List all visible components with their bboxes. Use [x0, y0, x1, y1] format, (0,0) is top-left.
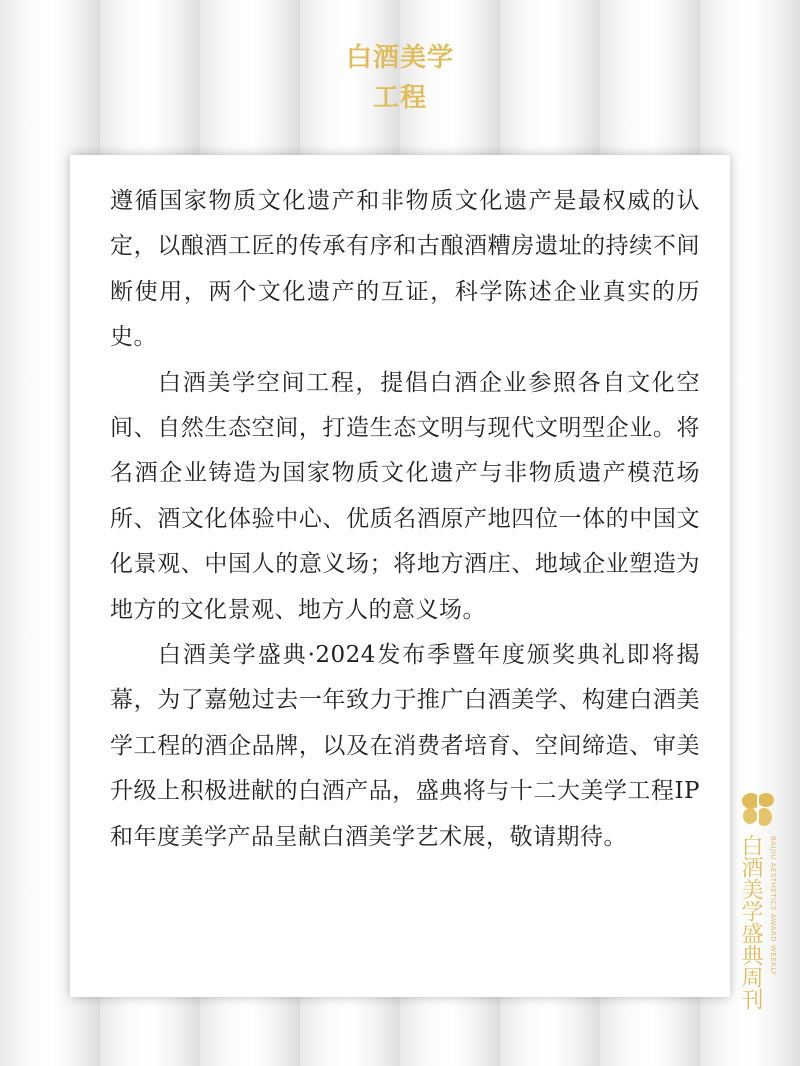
paragraph-space-project: 白酒美学空间工程，提倡白酒企业参照各自文化空间、自然生态空间，打造生态文明与现代文明型企业。将名酒企业铸造为国家物质文化遗产与非物质遗产模范场所、酒文化体验中心、优质名酒原产地四位一体的中国文化景观、中国人的意义场；将地方酒庄、地域企业塑造为地方的文化景观、地方人的意义场。: [110, 369, 700, 623]
butterfly-logo-icon: [738, 790, 778, 830]
page-title: [0, 38, 800, 118]
article-body: [110, 179, 700, 860]
brand-name: 白酒美学盛典周刊: [738, 834, 763, 1010]
brand-subtitle: BAIJIU AESTHETICS AWARD WEEKLY: [769, 836, 777, 976]
article-card: [70, 155, 730, 997]
title-line-1: 白酒美学: [345, 43, 454, 73]
paragraph-heritage: 遵循国家物质文化遗产和非物质文化遗产是最权威的认定，以酿酒工匠的传承有序和古酿酒糟房遗址的持续不间断使用，两个文化遗产的互证，科学陈述企业真实的历史。: [110, 188, 700, 351]
title-line-2: 工程: [372, 83, 427, 113]
brand-logo: [736, 790, 780, 1010]
paragraph-ceremony: 白酒美学盛典·2024发布季暨年度颁奖典礼即将揭幕，为了嘉勉过去一年致力于推广白酒美学、构建白酒美学工程的酒企品牌，以及在消费者培育、空间缔造、审美升级上积极进献的白酒产品，盛典将与十二大美学工程IP和年度美学产品呈献白酒美学艺术展，敬请期待。: [110, 642, 700, 850]
